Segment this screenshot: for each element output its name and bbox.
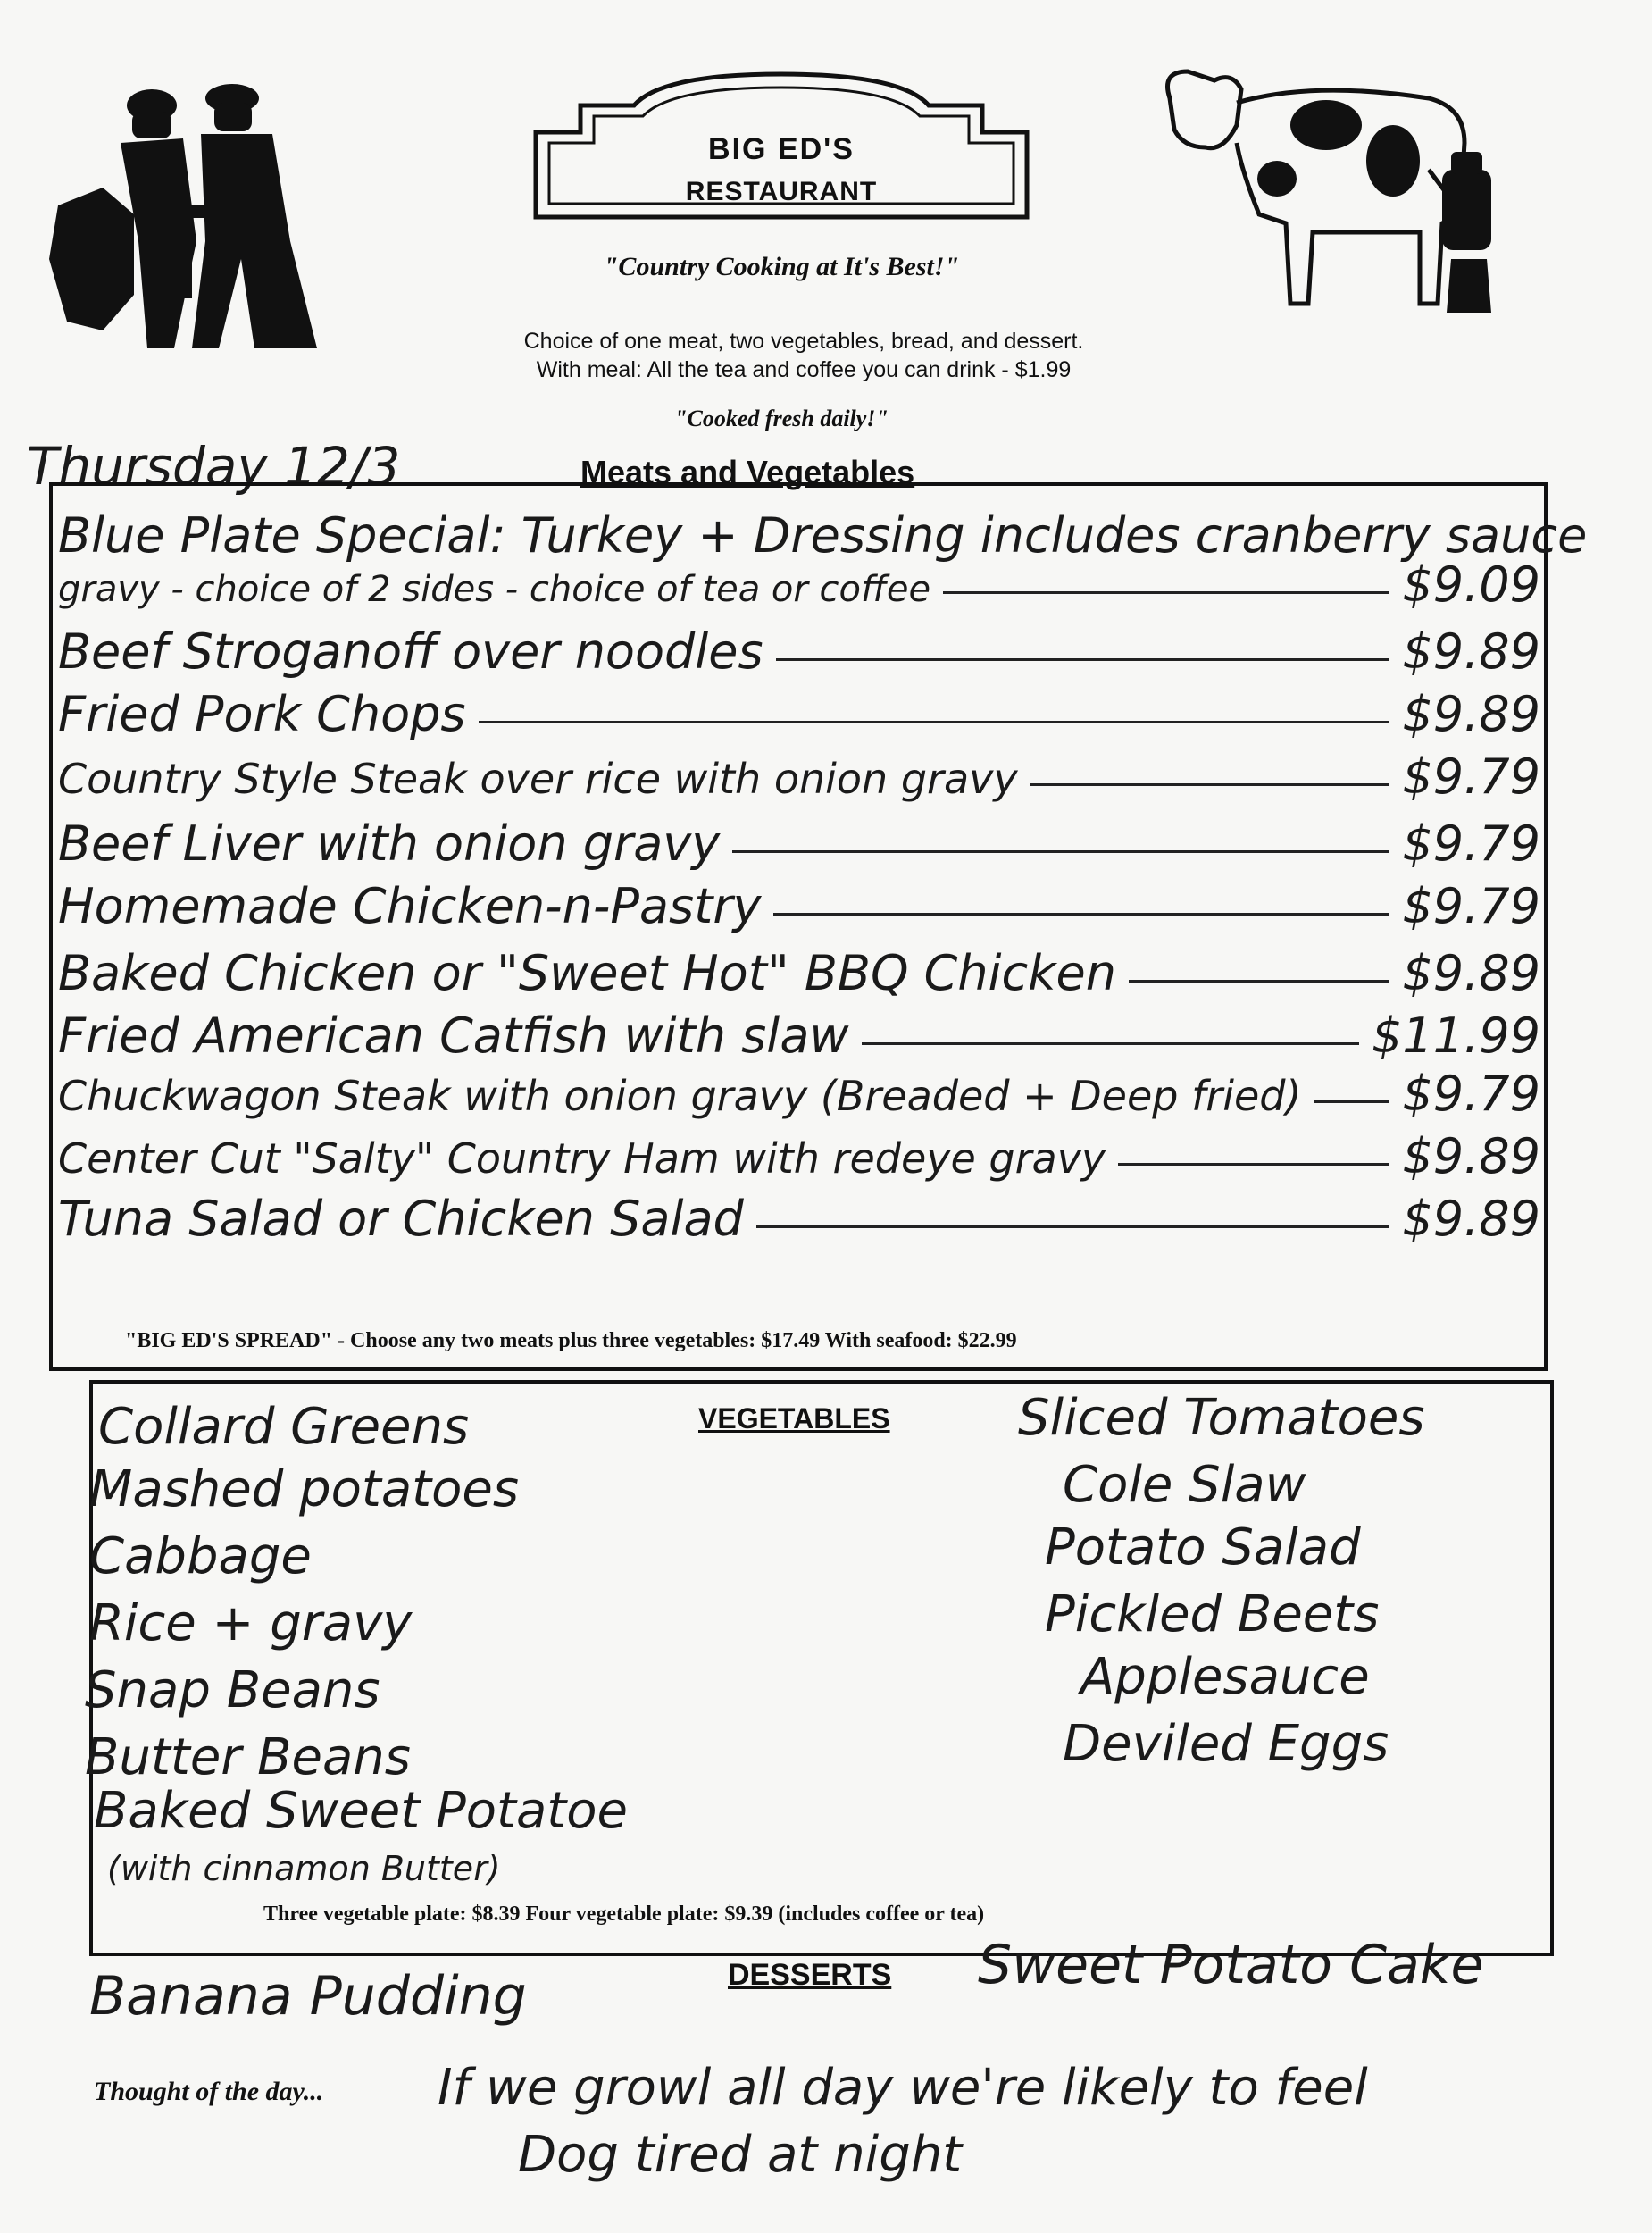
farmers-silhouette-icon — [49, 63, 344, 357]
special-price: $9.09 — [1402, 556, 1540, 613]
vegetable-plate-prices: Three vegetable plate: $8.39 Four vegetable plate: $9.39 (includes coffee or tea) — [263, 1903, 985, 1926]
meat-item-name: Country Style Steak over rice with onion gravy — [58, 755, 1018, 803]
veg-mashed-potatoes: Mashed potatoes — [89, 1460, 520, 1518]
special-sub: gravy - choice of 2 sides - choice of tea or coffee — [58, 569, 931, 610]
meat-item — [58, 1192, 1540, 1246]
meat-item-price: $9.79 — [1402, 878, 1540, 934]
meat-item-price: $9.79 — [1402, 1066, 1540, 1122]
meat-item — [58, 880, 1540, 933]
veg-collard-greens: Collard Greens — [98, 1398, 470, 1456]
veg-butter-beans: Butter Beans — [85, 1728, 411, 1786]
veg-cabbage: Cabbage — [89, 1527, 312, 1585]
cooked-fresh-note: "Cooked fresh daily!" — [674, 406, 889, 431]
meat-item-price: $11.99 — [1372, 1008, 1540, 1064]
veg-applesauce: Applesauce — [1080, 1648, 1370, 1706]
veg-rice-gravy: Rice + gravy — [89, 1594, 413, 1652]
restaurant-logo — [527, 70, 1036, 239]
meat-item-name: Center Cut "Salty" Country Ham with redeye gravy — [58, 1134, 1106, 1183]
vegetables-section-title: VEGETABLES — [698, 1402, 890, 1434]
meat-item-name: Baked Chicken or "Sweet Hot" BBQ Chicken — [58, 945, 1116, 1001]
meat-item-name: Fried Pork Chops — [58, 686, 466, 742]
meat-item — [58, 947, 1540, 1000]
description-line-2: With meal: All the tea and coffee you can drink - $1.99 — [536, 357, 1072, 382]
thought-line-1: If we growl all day we're likely to feel — [438, 2059, 1368, 2117]
veg-cole-slaw: Cole Slaw — [1063, 1456, 1306, 1514]
meat-item-price: $9.89 — [1402, 686, 1540, 742]
meat-item-price: $9.79 — [1402, 749, 1540, 805]
desserts-section-title: DESSERTS — [728, 1958, 892, 1992]
veg-sliced-tomatoes: Sliced Tomatoes — [1018, 1389, 1425, 1447]
meat-item — [58, 817, 1540, 871]
meats-section-title: Meats and Vegetables — [580, 454, 915, 490]
blue-plate-special — [58, 507, 1588, 564]
meat-item-price: $9.89 — [1402, 1128, 1540, 1184]
logo-subtitle: RESTAURANT — [685, 177, 878, 206]
meat-item — [58, 625, 1540, 679]
meat-item — [58, 1009, 1540, 1063]
dessert-banana-pudding: Banana Pudding — [89, 1965, 527, 2028]
veg-pickled-beets: Pickled Beets — [1045, 1585, 1380, 1643]
big-eds-spread: "BIG ED'S SPREAD" - Choose any two meats plus three vegetables: $17.49 With seafood: $22.99 — [125, 1329, 1017, 1352]
veg-deviled-eggs: Deviled Eggs — [1063, 1715, 1389, 1773]
veg-potato-salad: Potato Salad — [1045, 1518, 1361, 1576]
meat-item — [58, 1130, 1540, 1185]
meat-item-name: Homemade Chicken-n-Pastry — [58, 878, 762, 934]
dessert-sweet-potato-cake: Sweet Potato Cake — [978, 1934, 1484, 1996]
meat-item-name: Beef Stroganoff over noodles — [58, 623, 763, 680]
meat-item — [58, 1067, 1540, 1123]
thought-line-2: Dog tired at night — [518, 2126, 963, 2184]
special-name: Blue Plate Special: Turkey + Dressing includes cranberry sauce — [58, 507, 1588, 564]
meat-item-name: Chuckwagon Steak with onion gravy (Breaded + Deep fried) — [58, 1072, 1302, 1120]
veg-baked-sweet-potatoe: Baked Sweet Potatoe — [94, 1782, 628, 1840]
cow-and-milk-can-icon — [1134, 63, 1518, 322]
meat-item — [58, 750, 1540, 806]
meat-item-price: $9.89 — [1402, 1191, 1540, 1247]
veg-snap-beans: Snap Beans — [85, 1661, 380, 1719]
blue-plate-special-detail — [58, 558, 1540, 616]
meat-item-price: $9.79 — [1402, 815, 1540, 872]
menu-date: Thursday 12/3 — [27, 436, 401, 497]
meat-item-name: Tuna Salad or Chicken Salad — [58, 1191, 744, 1247]
meat-item-name: Beef Liver with onion gravy — [58, 815, 721, 872]
logo-title: BIG ED'S — [708, 132, 855, 166]
meat-item-price: $9.89 — [1402, 623, 1540, 680]
meat-item — [58, 688, 1540, 741]
thought-of-the-day-label: Thought of the day... — [94, 2077, 324, 2106]
veg-baked-sweet-potatoe-note: (with cinnamon Butter) — [107, 1849, 501, 1888]
tagline: "Country Cooking at It's Best!" — [603, 252, 960, 281]
meat-item-name: Fried American Catfish with slaw — [58, 1008, 849, 1064]
meat-item-price: $9.89 — [1402, 945, 1540, 1001]
description-line-1: Choice of one meat, two vegetables, bread, and dessert. — [523, 329, 1084, 354]
